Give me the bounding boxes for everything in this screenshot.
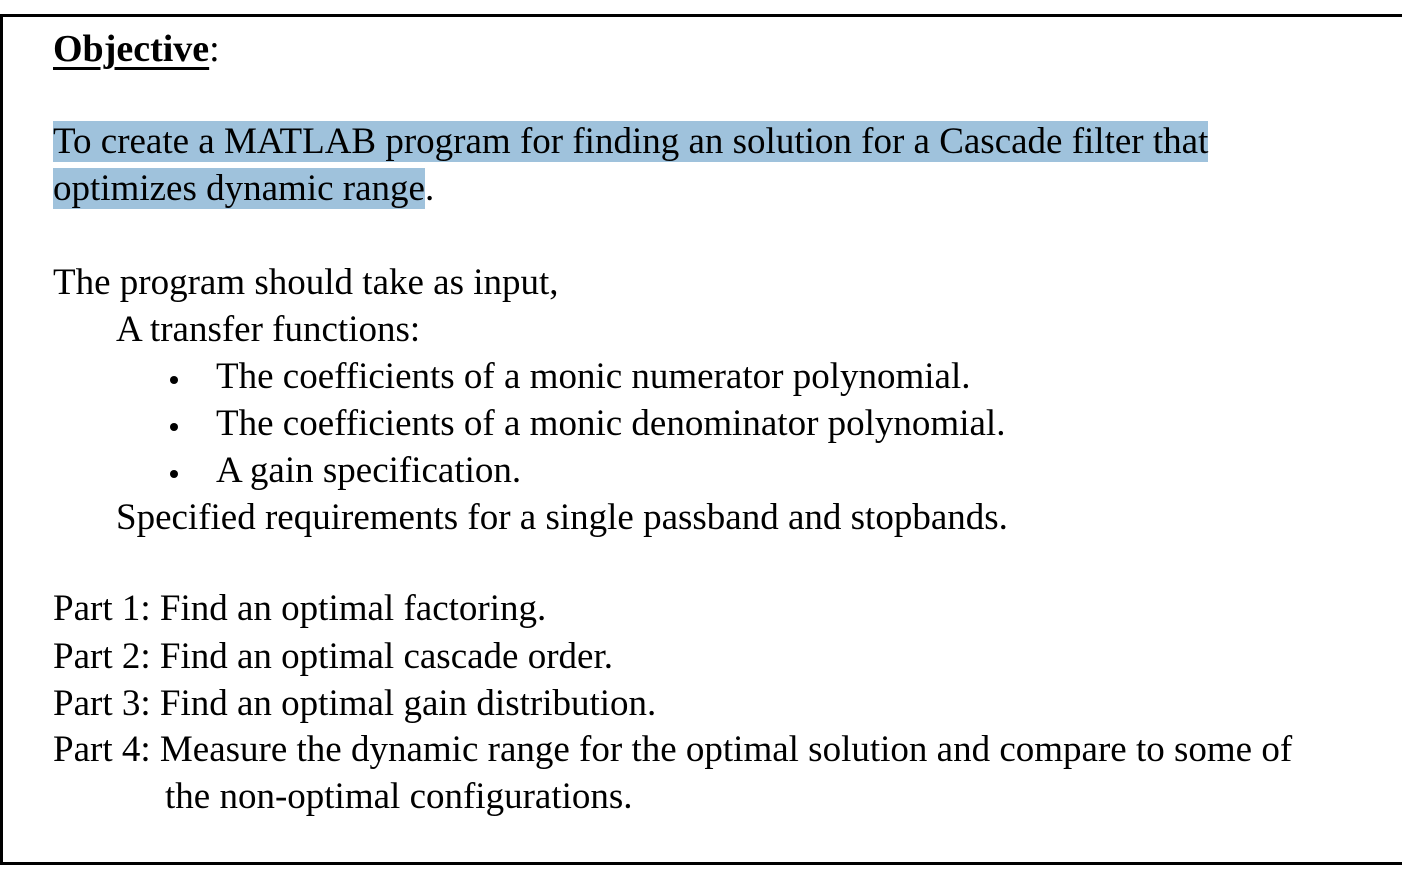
bullet-item: A gain specification. [216, 450, 522, 491]
transfer-functions-label: A transfer functions: [116, 309, 421, 350]
part-text: Find an optimal gain distribution. [159, 683, 657, 724]
inputs-intro: The program should take as input, [53, 262, 559, 303]
bullet-icon [170, 470, 178, 478]
objective-heading [53, 26, 220, 73]
part-text: Find an optimal factoring. [159, 588, 547, 629]
part-label: Part 4: [53, 729, 151, 770]
part-text: Find an optimal cascade order. [159, 636, 613, 677]
part-4-continuation: the non-optimal configurations. [165, 776, 633, 817]
requirements-line: Specified requirements for a single passband and stopbands. [116, 497, 1008, 538]
part-3 [53, 681, 656, 728]
objective-line-1 [53, 119, 1208, 166]
part-2 [53, 634, 613, 681]
bullet-icon [170, 376, 178, 384]
highlighted-text: To create a MATLAB program for finding an solution for a Cascade filter that [53, 121, 1209, 162]
highlighted-text: optimizes dynamic range [53, 168, 425, 209]
part-1 [53, 586, 546, 633]
heading-title: Objective [53, 28, 210, 70]
objective-line-2 [53, 166, 434, 213]
part-label: Part 1: [53, 588, 151, 629]
bullet-item: The coefficients of a monic denominator polynomial. [216, 403, 1006, 444]
heading-colon: : [209, 28, 220, 70]
part-label: Part 2: [53, 636, 151, 677]
bullet-icon [170, 423, 178, 431]
bullet-item: The coefficients of a monic numerator polynomial. [216, 356, 971, 397]
objective-line-2-tail: . [424, 168, 435, 209]
part-text: Measure the dynamic range for the optimal solution and compare to some of [159, 729, 1293, 770]
part-label: Part 3: [53, 683, 151, 724]
part-4 [53, 727, 1292, 774]
